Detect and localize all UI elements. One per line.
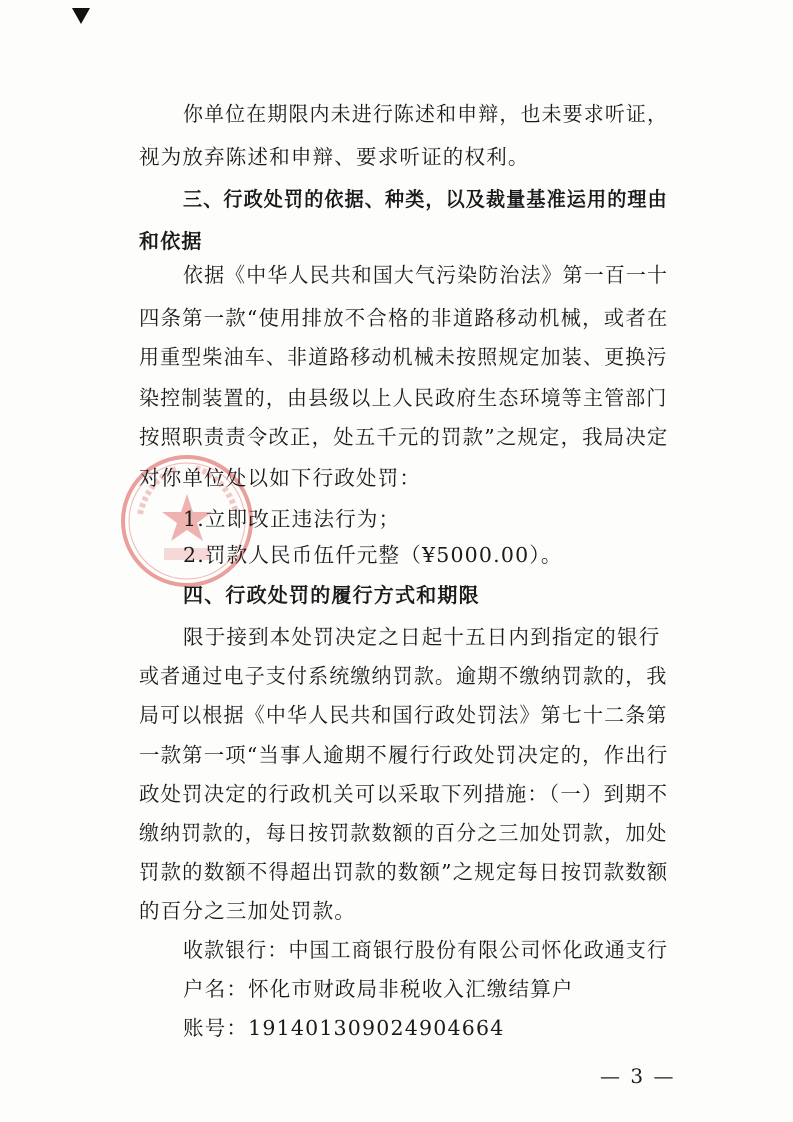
text-line-17: 一款第一项“当事人逾期不履行行政处罚决定的，作出行 xyxy=(139,743,669,767)
section-heading-4: 四、行政处罚的履行方式和期限 xyxy=(183,583,480,607)
text-line-9: 按照职责责令改正，处五千元的罚款”之规定，我局决定 xyxy=(139,425,669,449)
text-line-8: 染控制装置的，由县级以上人民政府生态环境等主管部门 xyxy=(139,386,668,410)
page-number: — 3 — xyxy=(600,1064,676,1088)
text-line-5: 依据《中华人民共和国大气污染防治法》第一百一十 xyxy=(183,263,669,287)
text-line-14: 限于接到本处罚决定之日起十五日内到指定的银行 xyxy=(183,625,661,649)
text-line-10: 对你单位处以如下行政处罚： xyxy=(139,466,422,490)
corner-triangle-mark xyxy=(72,8,90,24)
text-line-15: 或者通过电子支付系统缴纳罚款。逾期不缴纳罚款的，我 xyxy=(139,664,668,688)
penalty-item-2: 2.罚款人民币伍仟元整（¥5000.00）。 xyxy=(183,543,563,567)
text-line-18: 政处罚决定的行政机关可以采取下列措施：（一）到期不 xyxy=(139,782,669,806)
text-line-19: 缴纳罚款的，每日按罚款数额的百分之三加处罚款，加处 xyxy=(139,821,668,845)
text-line-1: 你单位在期限内未进行陈述和申辩，也未要求听证， xyxy=(183,102,669,126)
account-number: 账号：191401309024904664 xyxy=(183,1016,505,1040)
account-name: 户名：怀化市财政局非税收入汇缴结算户 xyxy=(183,977,574,1001)
text-line-20: 罚款的数额不得超出罚款的数额”之规定每日按罚款数额 xyxy=(139,860,669,884)
text-line-6: 四条第一款“使用排放不合格的非道路移动机械，或者在 xyxy=(139,306,669,330)
text-line-7: 用重型柴油车、非道路移动机械未按照规定加装、更换污 xyxy=(139,345,668,369)
text-line-2: 视为放弃陈述和申辩、要求听证的权利。 xyxy=(139,145,530,169)
penalty-item-1: 1.立即改正违法行为； xyxy=(183,507,401,531)
receiving-bank: 收款银行：中国工商银行股份有限公司怀化政通支行 xyxy=(183,938,669,962)
section-heading-3: 三、行政处罚的依据、种类，以及裁量基准运用的理由 xyxy=(183,187,668,211)
text-line-21: 的百分之三加处罚款。 xyxy=(139,899,356,923)
text-line-16: 局可以根据《中华人民共和国行政处罚法》第七十二条第 xyxy=(139,703,668,727)
section-heading-3-cont: 和依据 xyxy=(139,229,203,253)
